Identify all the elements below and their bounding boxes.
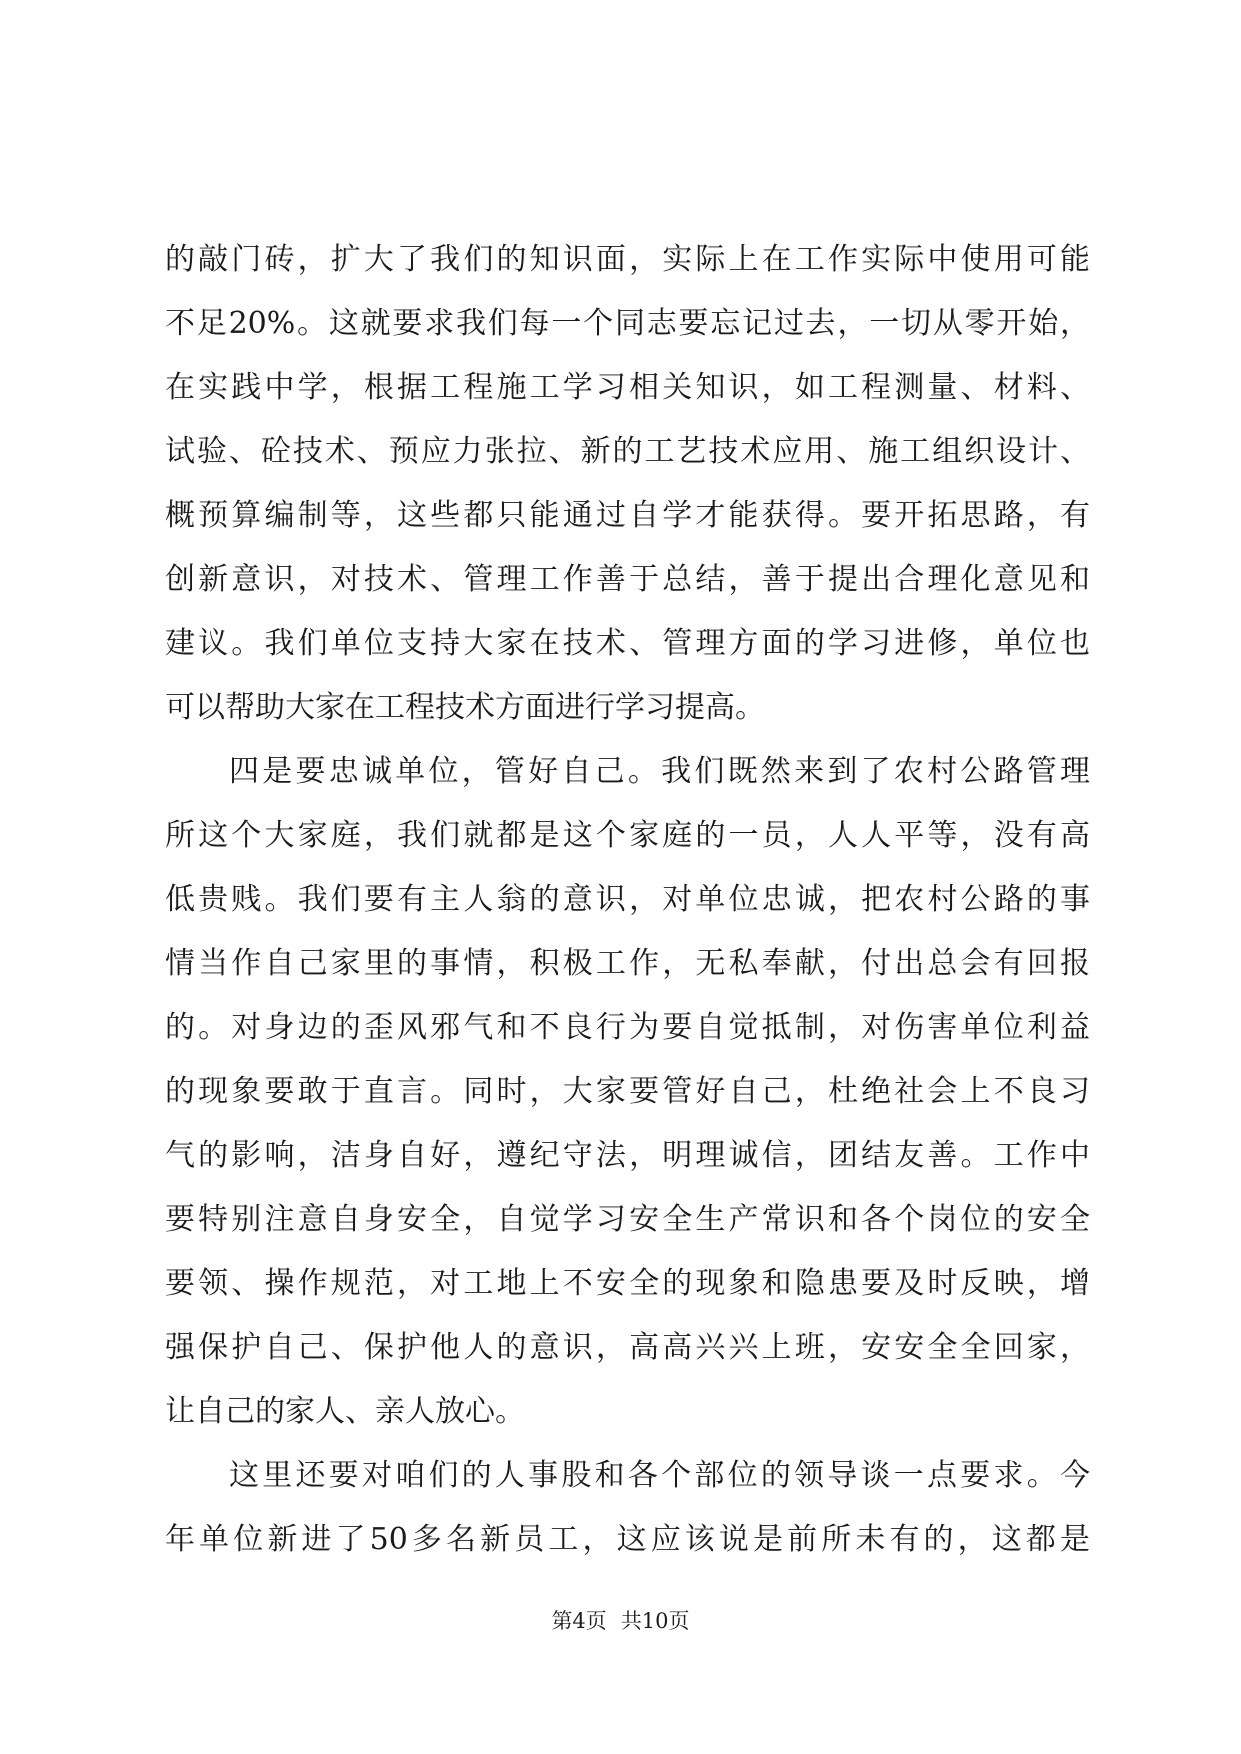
text-line: 气的影响，洁身自好，遵纪守法，明理诚信，团结友善。工作中 [165, 1138, 1090, 1173]
text-line: 年单位新进了50多名新员工，这应该说是前所未有的，这都是 [165, 1522, 1090, 1557]
text-line: 的敲门砖，扩大了我们的知识面，实际上在工作实际中使用可能 [165, 242, 1090, 277]
text-line: 在实践中学，根据工程施工学习相关知识，如工程测量、材料、 [165, 370, 1090, 405]
text-line: 创新意识，对技术、管理工作善于总结，善于提出合理化意见和 [165, 562, 1090, 597]
paragraph-first-line: 四是要忠诚单位，管好自己。我们既然来到了农村公路管理 [229, 754, 1090, 789]
text-line: 不足20%。这就要求我们每一个同志要忘记过去，一切从零开始， [165, 306, 1090, 341]
document-body [165, 228, 1090, 1572]
text-line: 概预算编制等，这些都只能通过自学才能获得。要开拓思路，有 [165, 498, 1090, 533]
paragraph-first-line: 这里还要对咱们的人事股和各个部位的领导谈一点要求。今 [229, 1458, 1090, 1493]
text-line: 的现象要敢于直言。同时，大家要管好自己，杜绝社会上不良习 [165, 1074, 1090, 1109]
text-line: 试验、砼技术、预应力张拉、新的工艺技术应用、施工组织设计、 [165, 434, 1090, 469]
text-line: 低贵贱。我们要有主人翁的意识，对单位忠诚，把农村公路的事 [165, 882, 1090, 917]
page-footer [0, 1606, 1241, 1636]
text-line: 要领、操作规范，对工地上不安全的现象和隐患要及时反映，增 [165, 1266, 1090, 1301]
text-line: 所这个大家庭，我们就都是这个家庭的一员，人人平等，没有高 [165, 818, 1090, 853]
text-line: 强保护自己、保护他人的意识，高高兴兴上班，安安全全回家， [165, 1330, 1090, 1365]
text-line: 的。对身边的歪风邪气和不良行为要自觉抵制，对伤害单位利益 [165, 1010, 1090, 1045]
text-line: 让自己的家人、亲人放心。 [165, 1394, 525, 1429]
page-total: 共10页 [620, 1609, 690, 1633]
text-line: 可以帮助大家在工程技术方面进行学习提高。 [165, 690, 765, 725]
text-line: 情当作自己家里的事情，积极工作，无私奉献，付出总会有回报 [165, 946, 1090, 981]
text-line: 要特别注意自身安全，自觉学习安全生产常识和各个岗位的安全 [165, 1202, 1090, 1237]
page-number: 第4页 [551, 1609, 607, 1633]
text-line: 建议。我们单位支持大家在技术、管理方面的学习进修，单位也 [165, 626, 1090, 661]
